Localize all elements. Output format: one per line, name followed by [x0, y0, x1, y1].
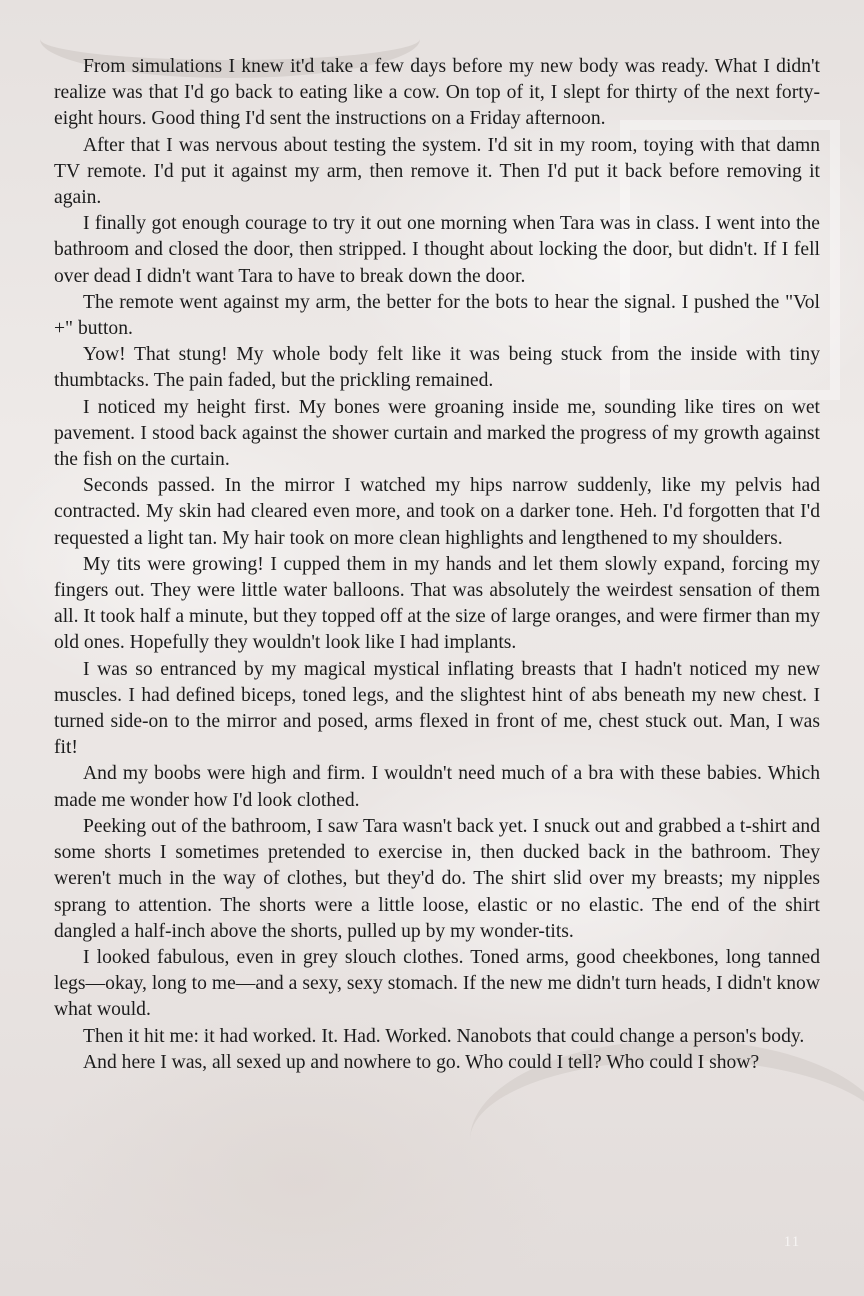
- paragraph: Seconds passed. In the mirror I watched my hips narrow suddenly, like my pelvis had contracted. My skin had cleared even more, and took on a darker tone. Heh. I'd forgotten that I'd requested a light tan. My hair took on more clean highlights and lengthened to my shoulders.: [54, 475, 820, 549]
- paragraph: Peeking out of the bathroom, I saw Tara wasn't back yet. I snuck out and grabbed a t-shirt and some shorts I sometimes pretended to exercise in, then ducked back in the bathroom. They weren't much in the way of clothes, but they'd do. The shirt slid over my breasts; my nipples sprang to attention. The shorts were a little loose, elastic or no elastic. The end of the shirt dangled a half-inch above the shorts, pulled up by my wonder-tits.: [54, 815, 820, 942]
- page-number: 11: [783, 1234, 801, 1250]
- paragraph: After that I was nervous about testing the system. I'd sit in my room, toying with that damn TV remote. I'd put it against my arm, then remove it. Then I'd put it back before removing it again.: [54, 134, 820, 209]
- body-text: [54, 54, 820, 1076]
- paragraph: Yow! That stung! My whole body felt like it was being stuck from the inside with tiny thumbtacks. The pain faded, but the prickling remained.: [54, 344, 820, 392]
- paragraph: My tits were growing! I cupped them in my hands and let them slowly expand, forcing my fingers out. They were little water balloons. That was absolutely the weirdest sensation of them all. It took half a minute, but they topped off at the size of large oranges, and were firmer than my old ones. Hopefully they wouldn't look like I had implants.: [54, 553, 820, 654]
- paragraph: From simulations I knew it'd take a few days before my new body was ready. What I didn't realize was that I'd go back to eating like a cow. On top of it, I slept for thirty of the next forty-eight hours. Good thing I'd sent the instructions on a Friday afternoon.: [54, 56, 820, 130]
- paragraph: I looked fabulous, even in grey slouch clothes. Toned arms, good cheekbones, long tanned legs—okay, long to me—and a sexy, sexy stomach. If the new me didn't turn heads, I didn't know what would.: [54, 946, 820, 1021]
- paragraph: And here I was, all sexed up and nowhere to go. Who could I tell? Who could I show?: [83, 1051, 760, 1073]
- paragraph: The remote went against my arm, the better for the bots to hear the signal. I pushed the "Vol +" button.: [54, 291, 820, 340]
- paragraph: I was so entranced by my magical mystical inflating breasts that I hadn't noticed my new muscles. I had defined biceps, toned legs, and the slightest hint of abs beneath my new chest. I turned side-on to the mirror and posed, arms flexed in front of me, chest stuck out. Man, I was fit!: [54, 658, 820, 759]
- paragraph: I finally got enough courage to try it out one morning when Tara was in class. I went into the bathroom and closed the door, then stripped. I thought about locking the door, but didn't. If I fell over dead I didn't want Tara to have to break down the door.: [54, 213, 820, 287]
- paragraph: I noticed my height first. My bones were groaning inside me, sounding like tires on wet pavement. I stood back against the shower curtain and marked the progress of my growth against the fish on the curtain.: [54, 396, 820, 471]
- paragraph: And my boobs were high and firm. I wouldn't need much of a bra with these babies. Which made me wonder how I'd look clothed.: [54, 763, 820, 811]
- paragraph: Then it hit me: it had worked. It. Had. Worked. Nanobots that could change a person's body.: [83, 1025, 805, 1047]
